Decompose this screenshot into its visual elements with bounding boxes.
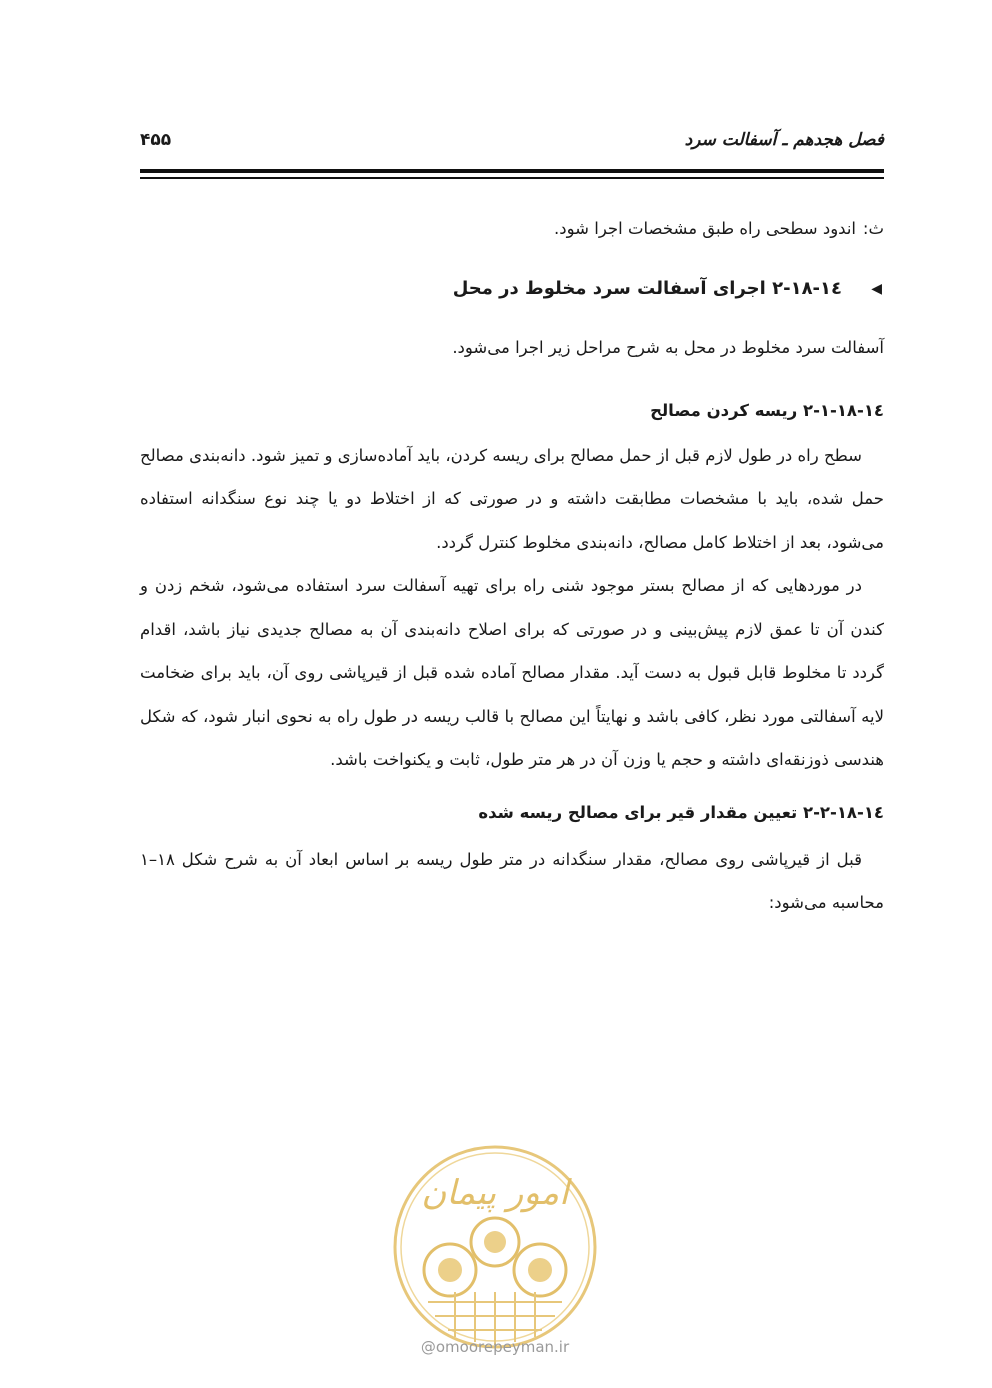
page-number: ۴۵۵ bbox=[140, 130, 172, 150]
subsection-heading-2: ۱۸-۱٤-۲-۲ تعیین مقدار قیر برای مصالح ریسه شده bbox=[478, 802, 884, 822]
list-item-text: اندود سطحی راه طبق مشخصات اجرا شود. bbox=[554, 219, 856, 238]
triangle-bullet-icon: ◀ bbox=[871, 281, 882, 297]
section-intro: آسفالت سرد مخلوط در محل به شرح مراحل زیر اجرا می‌شود. bbox=[452, 338, 884, 357]
page-body bbox=[140, 214, 884, 925]
subsection1-paragraph-1: سطح راه در طول لازم قبل از حمل مصالح برای ریسه کردن، باید آماده‌سازی و تمیز شود. دانه‌بندی مصالح حمل شده، باید با مشخصات مطابقت داشته و در صورتی که از اختلاط دو یا چند نوع سنگدانه استفاده می‌شود، بعد از اختلاط کامل مصالح، دانه‌بندی مخلوط کنترل گردد. bbox=[140, 445, 884, 552]
svg-text:امور پیمان: امور پیمان bbox=[421, 1173, 569, 1213]
section-heading bbox=[140, 274, 884, 304]
section-heading-text: ۱۸-۱٤-۲ اجرای آسفالت سرد مخلوط در محل bbox=[452, 278, 842, 299]
list-item-marker: ث: bbox=[862, 219, 884, 238]
running-header bbox=[140, 130, 884, 160]
watermark-website: @omoorepeyman.ir bbox=[420, 1338, 570, 1356]
header-rule-thin bbox=[140, 177, 884, 179]
subsection2-paragraph: قبل از قیرپاشی روی مصالح، مقدار سنگدانه در متر طول ریسه بر اساس ابعاد آن به شرح شکل ۱۸–۱ محاسبه می‌شود: bbox=[140, 849, 884, 912]
subsection-heading-1: ۱۸-۱٤-۲-۱ ریسه کردن مصالح bbox=[650, 400, 884, 420]
watermark-logo bbox=[390, 1142, 600, 1352]
subsection1-paragraph-2: در موردهایی که از مصالح بستر موجود شنی راه برای تهیه آسفالت سرد استفاده می‌شود، شخم زدن و کندن آن تا عمق لازم پیش‌بینی و در صورتی که برای اصلاح دانه‌بندی آن به مصالح جدیدی نیاز باشد، اقدام گردد تا مخلوط قابل قبول به دست آید. مقدار مصالح آماده شده قبل از قیرپاشی روی آن، باید برای ضخامت لایه آسفالتی مورد نظر، کافی باشد و نهایتاً این مصالح با قالب ریسه در طول راه به نحوی انبار شود، که شکل هندسی ذوزنقه‌ای داشته و حجم یا وزن آن در هر متر طول، ثابت و یکنواخت باشد. bbox=[140, 576, 884, 769]
list-item-th bbox=[140, 214, 884, 244]
header-rule-thick bbox=[140, 169, 884, 173]
chapter-title: فصل هجدهم ـ آسفالت سرد bbox=[684, 130, 884, 150]
